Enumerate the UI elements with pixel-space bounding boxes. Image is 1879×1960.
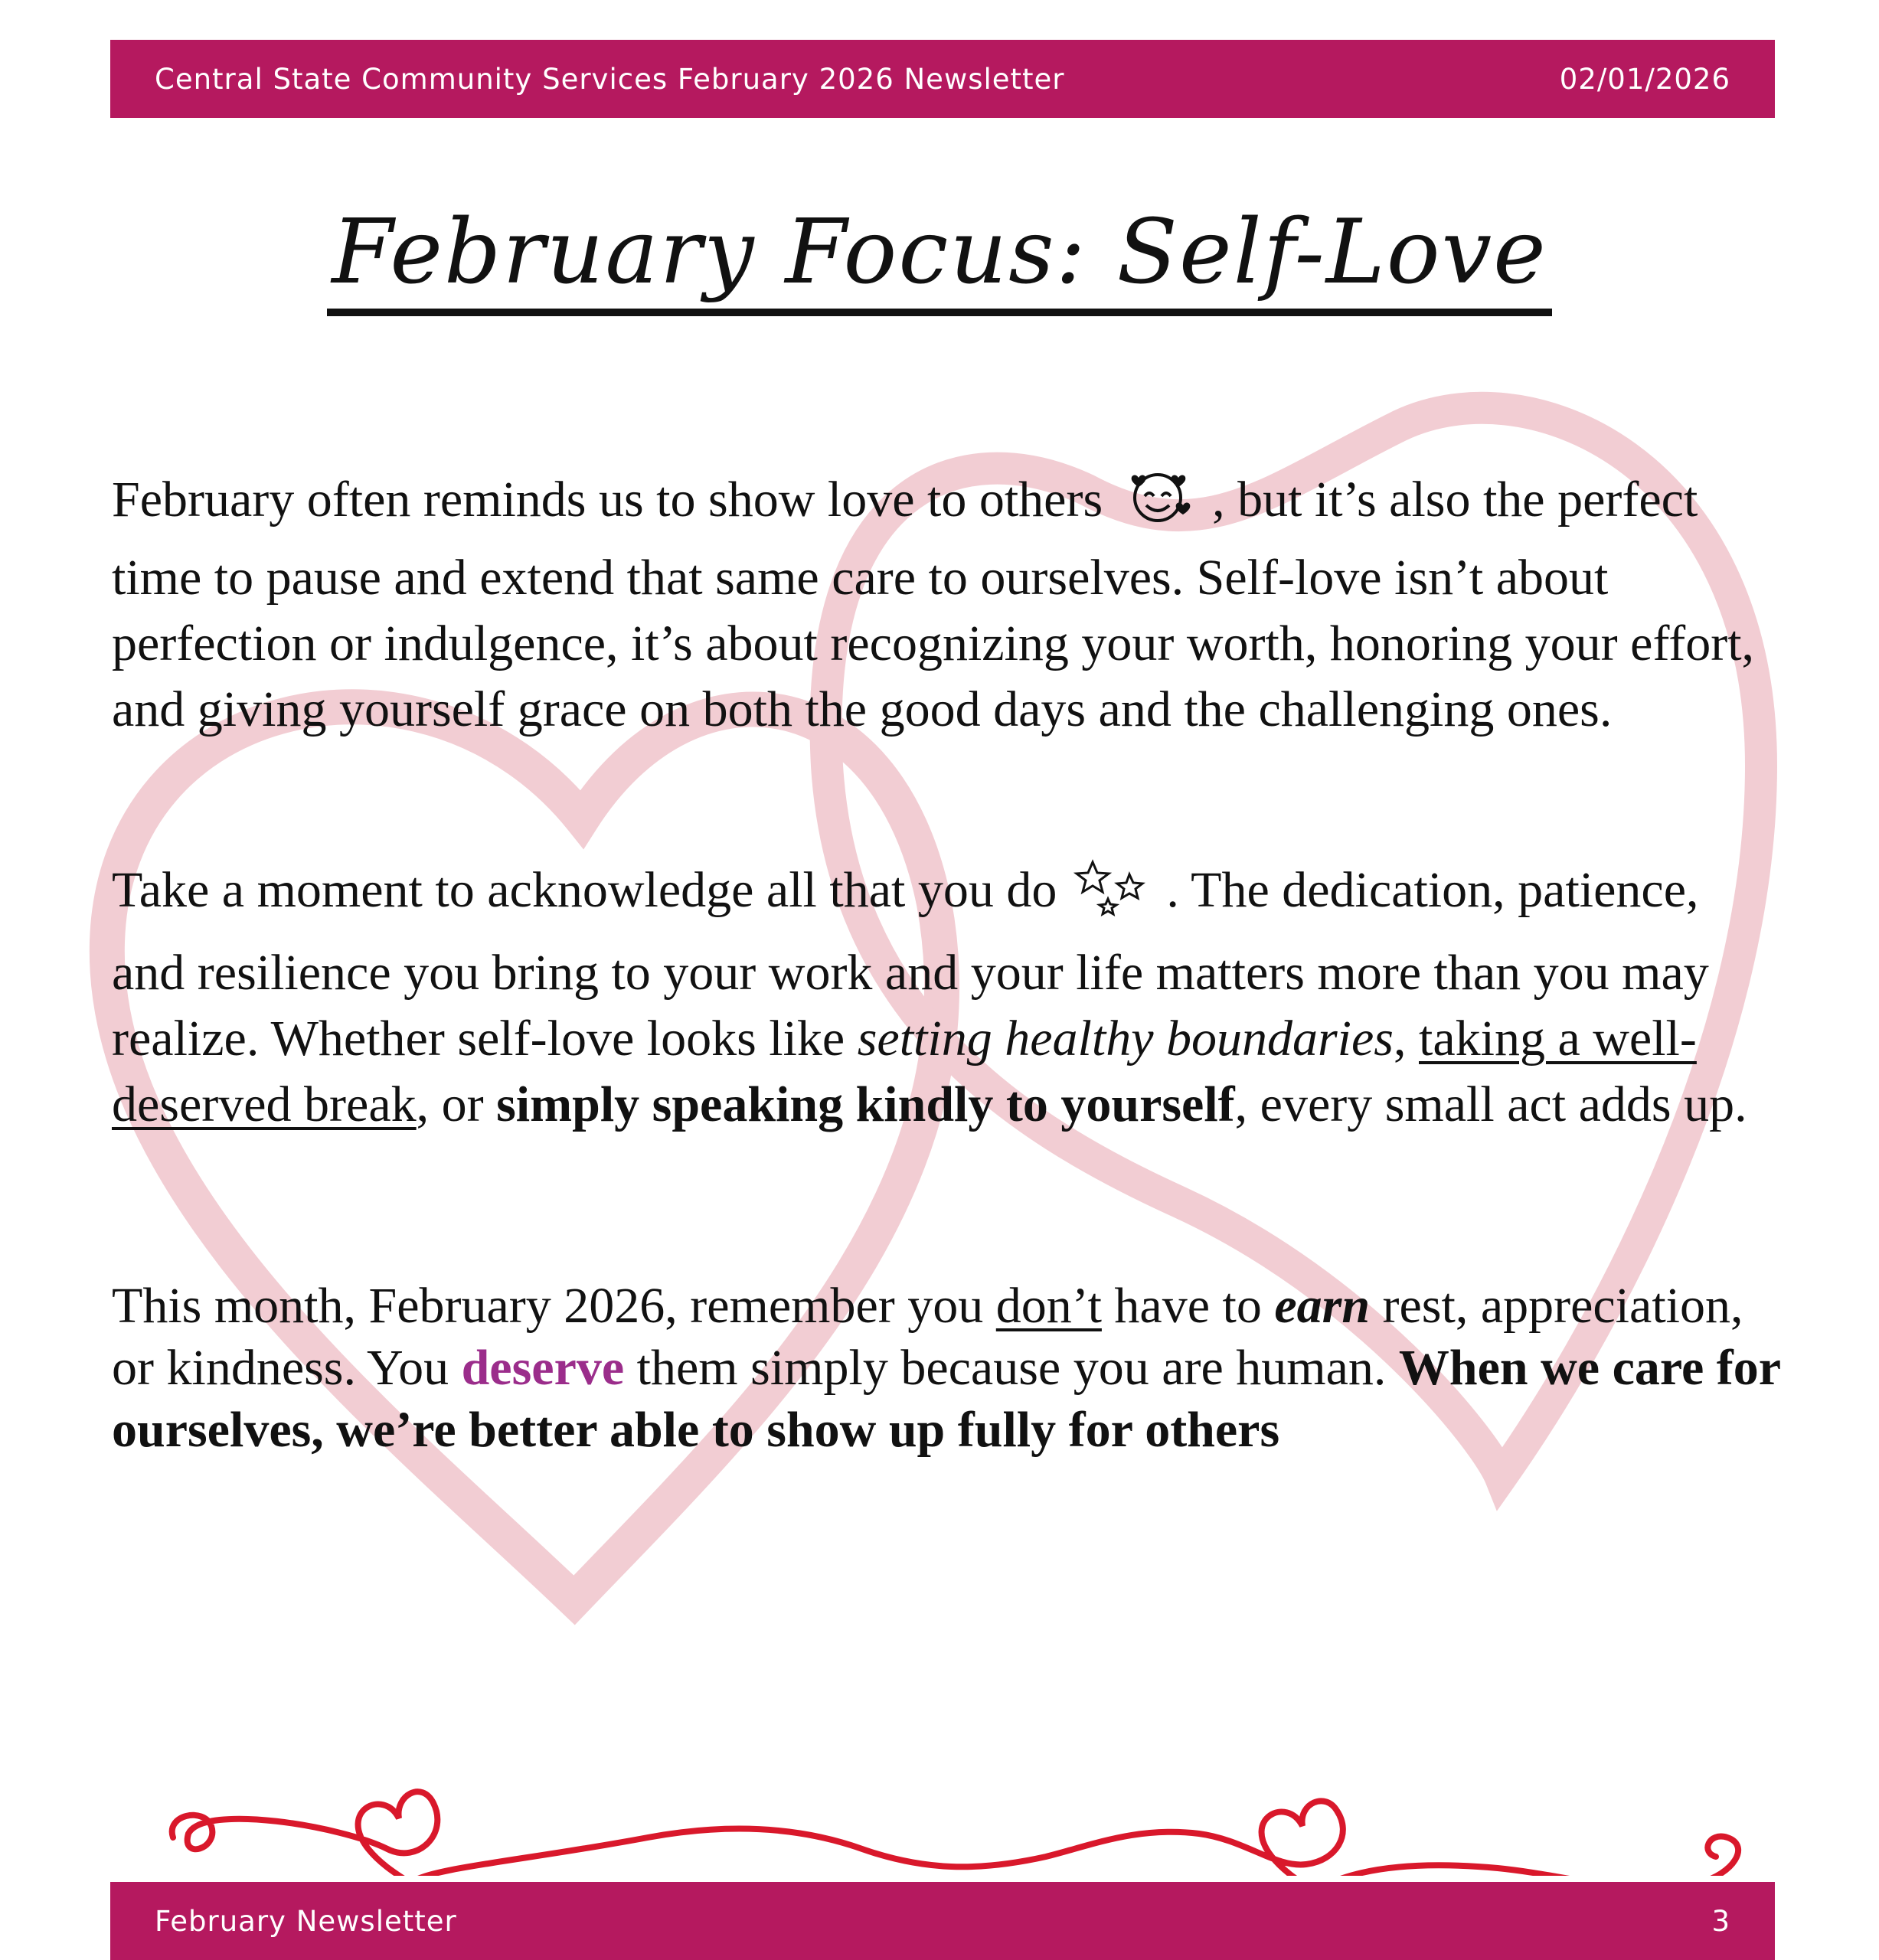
footer-label: February Newsletter (155, 1904, 457, 1938)
separator-1: , (1394, 1011, 1419, 1067)
paragraph-this-month (112, 1275, 1781, 1461)
acknowledge-text-end: , every small act adds up. (1234, 1076, 1747, 1132)
month-text-2: have to (1101, 1278, 1275, 1334)
underline-dont: don’t (995, 1278, 1102, 1334)
paragraph-intro (112, 467, 1781, 743)
page-title-text: February Focus: Self-Love (327, 201, 1552, 316)
intro-text-start: February often reminds us to show love to others (112, 472, 1103, 528)
italic-boundaries: setting healthy boundaries (857, 1011, 1394, 1067)
paragraph-acknowledge (112, 858, 1781, 1138)
smiling-face-with-hearts-icon (1116, 467, 1200, 545)
month-text-1: This month, February 2026, remember you (112, 1278, 996, 1334)
acknowledge-text-mid: . The dedication, patience, and resilience you bring to your work and your life matters more than you may realize. Whether self-love looks like (112, 862, 1709, 1067)
newsletter-title: Central State Community Services February 2026 Newsletter (155, 62, 1065, 96)
bold-italic-earn: earn (1274, 1278, 1371, 1334)
month-text-4: them simply because you are human. (624, 1340, 1399, 1396)
bold-closing-statement: When we care for ourselves, we’re better able to show up fully for others (112, 1340, 1780, 1458)
separator-2: , or (416, 1076, 497, 1132)
bold-speaking-kindly: simply speaking kindly to yourself (496, 1076, 1235, 1132)
page-title (0, 201, 1879, 316)
stars-icon (1070, 858, 1154, 940)
acknowledge-text-start: Take a moment to acknowledge all that you do (112, 862, 1057, 918)
heart-swirl-divider-image (150, 1761, 1773, 1876)
underline-break: taking a well-deserved break (112, 1011, 1697, 1132)
left-heart-outline (107, 707, 942, 1600)
page-number: 3 (1711, 1904, 1730, 1938)
footer-band (110, 1882, 1775, 1960)
highlight-deserve: deserve (461, 1340, 625, 1396)
newsletter-date: 02/01/2026 (1559, 62, 1730, 96)
month-text-3: rest, appreciation, or kindness. You (112, 1278, 1743, 1396)
intro-text-end: , but it’s also the perfect time to pause and extend that same care to ourselves. Self-love isn’t about perfection or indulgence, it’s about recognizing your worth, honoring your effort, and giving yourself grace on both the good days and the challenging ones. (112, 472, 1755, 737)
